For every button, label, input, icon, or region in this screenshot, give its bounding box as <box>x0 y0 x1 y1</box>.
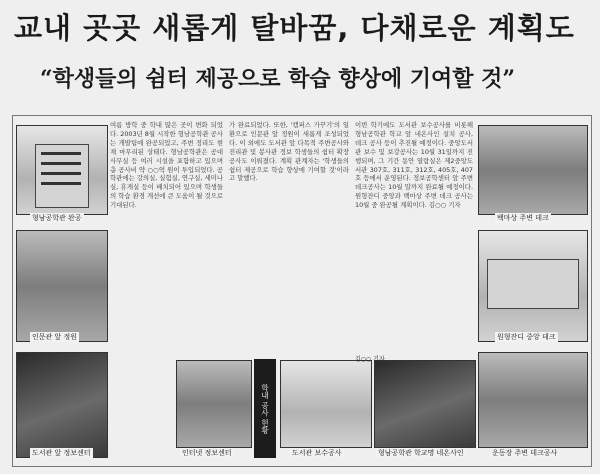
photo-garden <box>16 230 108 342</box>
photo-neon-sign <box>374 360 476 448</box>
column-1-text: 여름 방학 중 학내 많은 곳이 변화 되었다. 2003년 8월 시작한 형남공학관 공사는 개발팀에 완공되었고, 주변 정리도 현재 마무리된 상태다. 형남공학관은 공대 사무실 등 여러 시설을 포함하고 있으며 총 공사비 약 ○○억 원이 투입되었다. 공학관에는 강의실, 실험실, 연구실, 세미나실, 휴게실 등이 배치되어 있으며 학생들의 학습 환경 개선에 큰 도움이 될 것으로 기대된다. <box>110 121 223 210</box>
column-3-text: 이번 학기에도 도서관 보수공사를 비롯해 형남공학관 학교 앞 네온사인 설치 공사, 데크 공사 등이 추진될 예정이다. 중앙도서관 보수 및 보강공사는 10월 31일까지 진행되며, 그 기간 동안 열람실은 제2중앙도서관 307호, 311호, 312호, 405호, 407호 등에서 운영된다. 정보공학센터 앞 주변 데크공사는 10월 말까지 완료될 예정이다. 원형잔디 중앙과 백마상 주변 데크 공사는 10월 중 완공될 계획이다. 김○○ 기자 <box>355 121 473 210</box>
caption-photo-3: 백마상 주변 데크 <box>497 214 549 222</box>
headline: 교내 곳곳 새롭게 탈바꿈, 다채로운 계획도 <box>14 11 575 45</box>
sidebar-label: 학내 공사 현황 <box>254 359 276 458</box>
caption-photo-4: 원형잔디 중앙 데크 <box>497 333 556 341</box>
caption-photo-8: 형남공학관 학교명 네온사인 <box>378 449 464 457</box>
byline: 김○○ 기자 <box>355 356 385 363</box>
article-column-1 <box>110 121 223 353</box>
caption-photo-1: 형남공학관 완공 <box>32 214 82 222</box>
article-column-2 <box>229 121 349 353</box>
caption-photo-7: 도서관 보수공사 <box>292 449 342 457</box>
column-2-text: 가 완료되었다. 또한, '캠퍼스 가꾸기'의 일환으로 인문관 앞 정원이 새롭게 조성되었다. 이 외에도 도서관 앞 다목적 주변공사와 진리관 및 봉사관 정보 학생들의 쉼터 확장 공사도 이뤄졌다. 계획 관계자는 '학생들의 쉼터 제공으로 학습 향상에 기여할 것'이라고 말했다. <box>229 121 349 183</box>
photo-engineering-building <box>16 125 108 215</box>
photo-info-center <box>16 352 108 458</box>
caption-photo-6: 인터넷 정보센터 <box>182 449 232 457</box>
subhead: “학생들의 쉼터 제공으로 학습 향상에 기여할 것” <box>40 66 516 92</box>
article-column-3 <box>355 121 473 353</box>
photo-round-lawn <box>478 230 588 342</box>
photo-statue-deck <box>478 125 588 215</box>
caption-photo-9: 운동장 주변 데크공사 <box>492 449 558 457</box>
caption-photo-5: 도서관 앞 정보센터 <box>32 449 91 457</box>
photo-field-deck <box>478 352 588 448</box>
caption-photo-2: 인문관 앞 정원 <box>32 333 78 341</box>
photo-library-repair <box>280 360 372 448</box>
photo-internet-center <box>176 360 252 448</box>
